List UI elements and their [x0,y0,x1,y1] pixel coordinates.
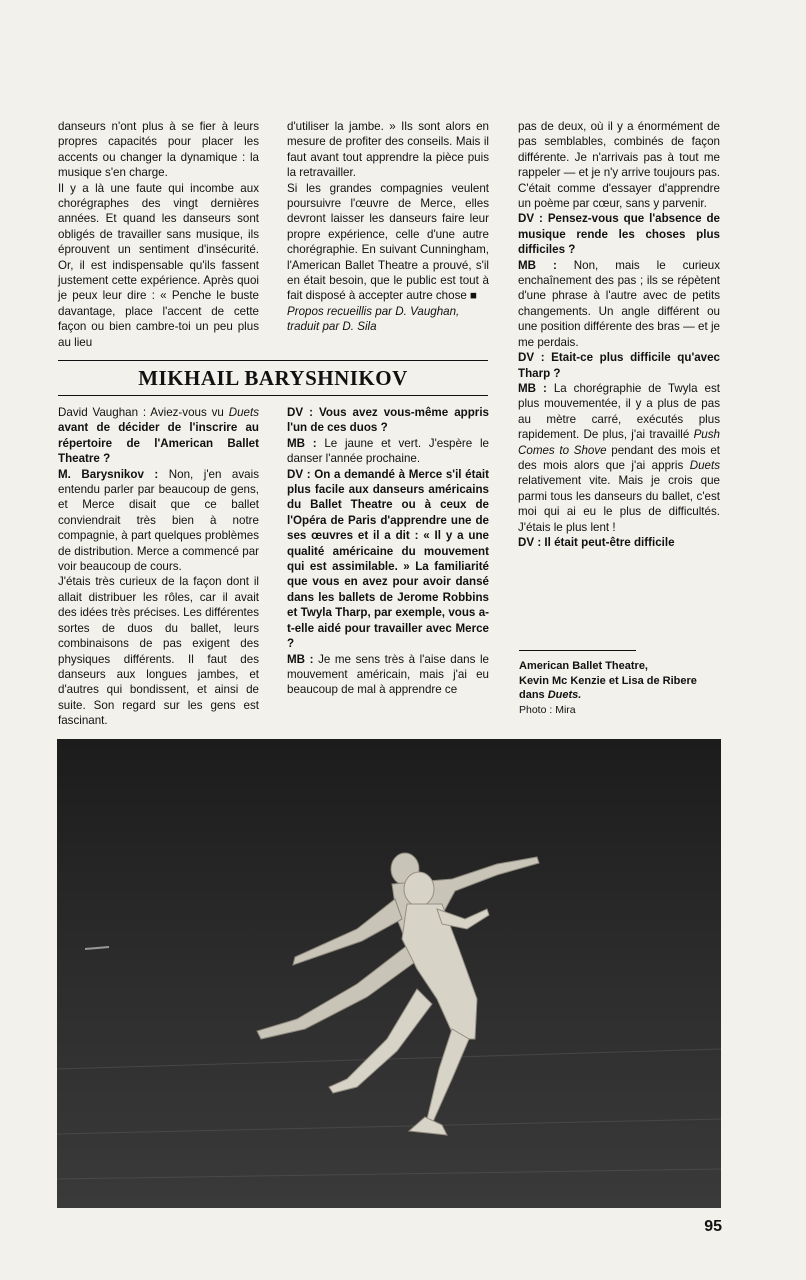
paragraph: d'utiliser la jambe. » Ils sont alors en mesure de profiter des conseils. Mais il faut avant tout apprendre la pièce puis la retravailler. [287,120,489,180]
answer [287,436,489,467]
credit-line: traduit par D. Sila [287,320,377,334]
question-text: avant de décider de l'inscrire au répertoire de l'American Ballet Theatre ? [58,421,259,466]
speaker: M. Barysnikov : [58,467,159,481]
title-rule-top [58,360,488,361]
answer [518,381,720,535]
speaker: MB : [287,436,317,450]
work-title: Duets [689,458,720,472]
continued-column-3 [518,119,720,550]
speaker: MB : [518,258,557,272]
answer-text: relativement vite. Mais je crois que parmi tous les danseurs du ballet, c'est moi qui ai eu le plus de difficultés. J'étais le plus lent ! [518,474,720,534]
photo-caption [519,659,729,703]
photo-credit: Photo : Mira [519,704,576,716]
section-title: MIKHAIL BARYSHNIKOV [138,366,408,390]
answer-text: Non, j'en avais entendu parler par beaucoup de gens, et Merce disait que ce ballet conviendrait très bien à notre compagnie, à part quelques problèmes de distribution. Merce a commencé par voir beaucoup de cours. [58,467,259,574]
dancers-illustration [57,739,721,1208]
dance-photograph [57,739,721,1208]
interview-column-2 [287,405,489,698]
caption-rule [519,650,636,651]
credit-line: Propos recueillis par D. Vaughan, [287,304,460,318]
work-title: Push Comes to Shove [518,428,720,457]
continued-column-2 [287,119,489,335]
answer-text: Non, mais le curieux enchaînement des pas ; ils se répètent d'une phrase à l'autre avec de petits changements. Un angle différent ou une position différente des bras — et je me perdais. [518,258,720,349]
title-rule-bottom [58,395,488,396]
page-number: 95 [704,1218,722,1235]
answer [518,258,720,350]
question: DV : On a demandé à Merce s'il était plus facile aux danseurs américains du Ballet Theatre ou à ceux de l'Opéra de Paris d'apprendre une de ses œuvres et il a dit : « Il y a une qualité américaine du mouvement qui est assimilable. » La familiarité que vous en avez pour avoir dansé dans les ballets de Jerome Robbins et Twyla Tharp, par exemple, vous a-t-elle aidé pour travailler avec Merce ? [287,467,489,651]
question: DV : Etait-ce plus difficile qu'avec Tharp ? [518,351,720,380]
caption-line [519,688,729,703]
question: DV : Il était peut-être difficile [518,535,675,549]
answer [58,467,259,575]
answer-text: Le jaune et vert. J'espère le danser l'année prochaine. [287,436,489,466]
caption-text: dans [519,689,548,701]
caption-line: American Ballet Theatre, [519,660,648,672]
caption-line: Kevin Mc Kenzie et Lisa de Ribere [519,674,697,687]
question: DV : Vous avez vous-même appris l'un de ces duos ? [287,406,489,435]
speaker: MB : [287,652,314,666]
paragraph: J'étais très curieux de la façon dont il allait distribuer les rôles, car il avait des idées très précises. Les différentes sortes de duos du ballet, leurs combinaisons de pas exigent des physiques différents. Il faut des danseurs aux longues jambes, et d'autres qui bondissent, et ainsi de suite. Son regard sur les gens est fascinant. [58,575,259,728]
work-title: Duets. [547,689,582,701]
paragraph [287,181,489,304]
question: DV : Pensez-vous que l'absence de musique rende les choses plus difficiles ? [518,212,720,257]
end-mark-icon: ■ [470,289,478,303]
question [58,405,259,467]
paragraph: pas de deux, où il y a énormément de pas semblables, combinés de façon différente. Je n'arrivais pas à tout me rappeler — et je n'y arrive toujours pas. C'était comme d'essayer d'apprendre un poème par cœur, sans y parvenir. [518,120,720,211]
paragraph: Il y a là une faute qui incombe aux chorégraphes des vingt dernières années. Et quand les danseurs sont obligés de travailler sans musique, ils éprouvent un sentiment d'insécurité. Or, il est indispensable qu'ils fassent justement cette expérience. Après quoi je peux leur dire : « Penche le buste davantage, place l'accent de cette façon ou bien cambre-toi un peu plus au lieu [58,181,259,349]
answer-text: La chorégraphie de Twyla est plus mouvementée, il y a plus de pas au mètre carré, exécutés plus rapidement. De plus, j'ai travaillé [518,381,720,442]
answer [287,652,489,698]
work-title: Duets [228,406,259,419]
speaker-intro: David Vaughan : Aviez-vous vu [58,406,229,419]
interview-column-1 [58,405,259,729]
answer-text: pendant des mois et des mois alors que j'ai appris [518,443,720,472]
continued-column-1 [58,119,259,350]
speaker: MB : [518,381,547,395]
paragraph: danseurs n'ont plus à se fier à leurs propres capacités pour placer les accents ou changer la dynamique : la musique s'en charge. [58,120,259,180]
answer-text: Je me sens très à l'aise dans le mouvement américain, mais j'ai eu beaucoup de mal à apprendre ce [287,652,489,697]
paragraph-text: Si les grandes compagnies veulent poursuivre l'œuvre de Merce, elles devront laisser les danseurs faire leur propre expérience, celle d'une autre chorégraphie. En suivant Cunningham, l'American Ballet Theatre a prouvé, s'il en était besoin, que le public est tout à fait disposé à accepter autre chose [287,181,489,303]
